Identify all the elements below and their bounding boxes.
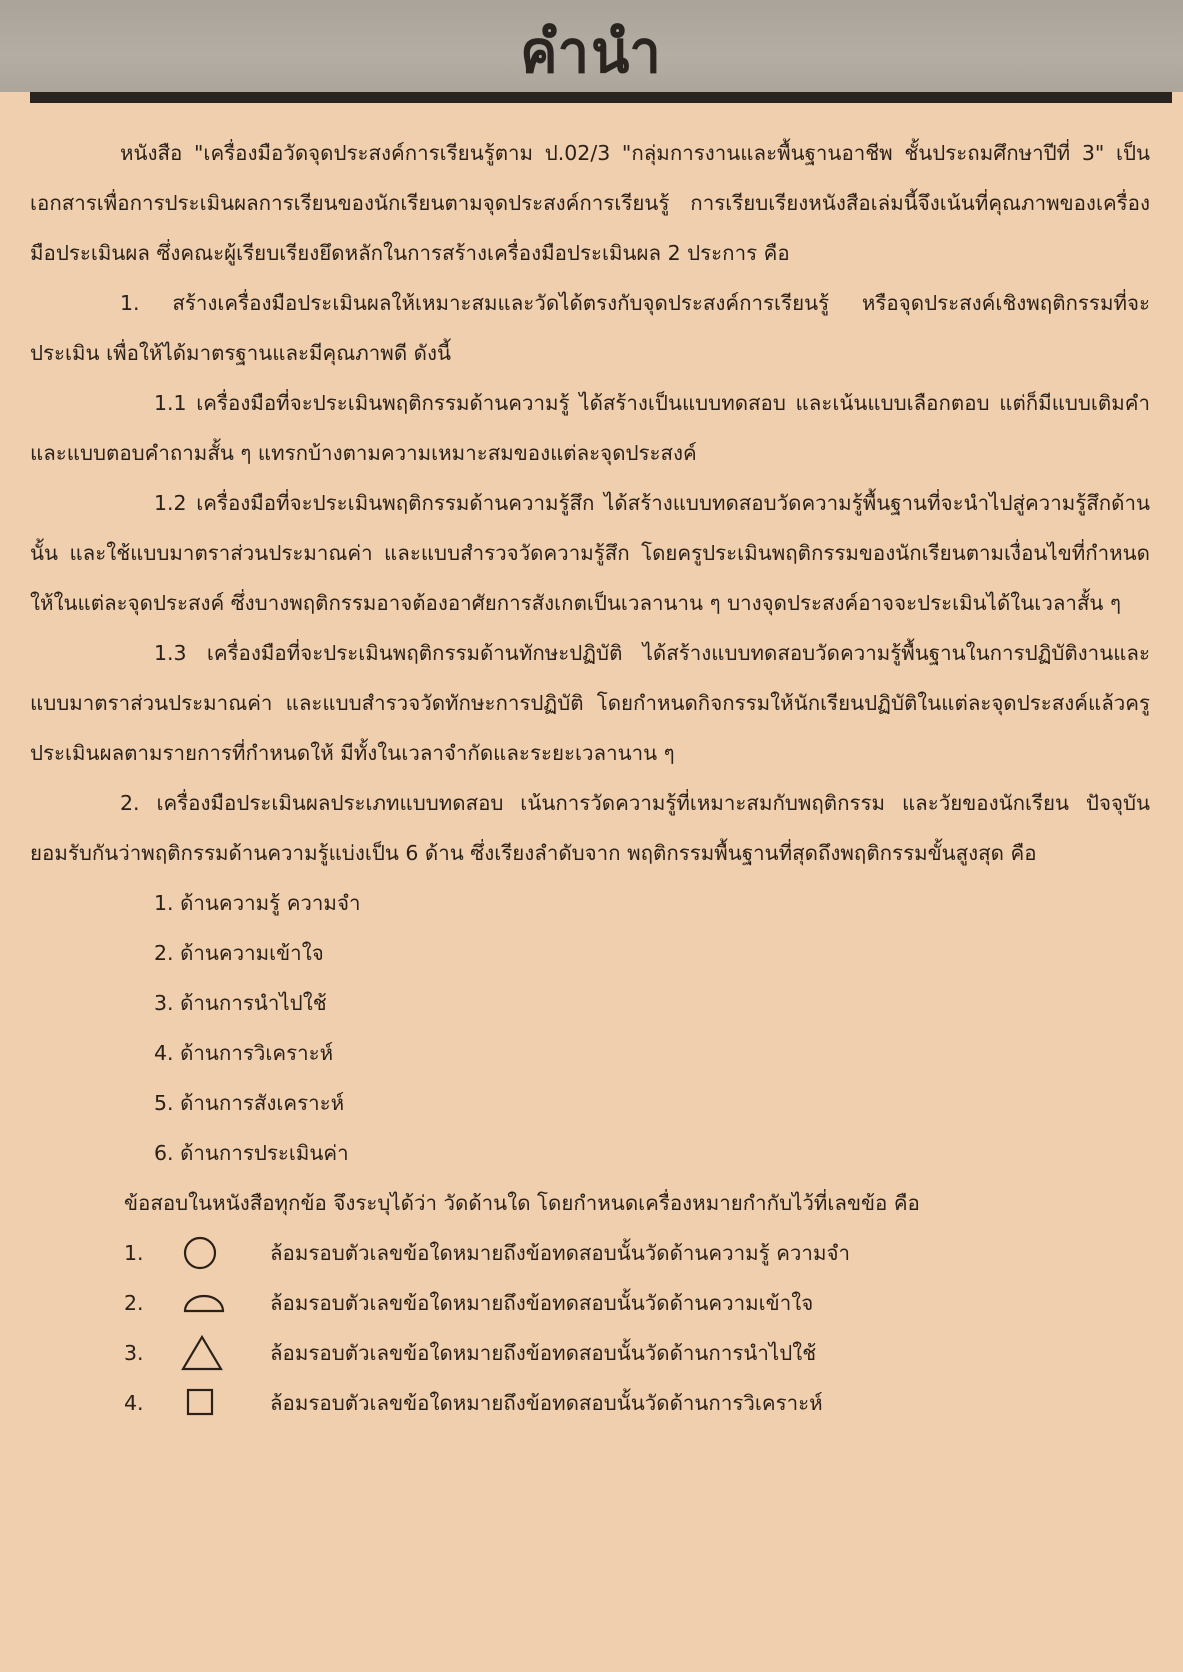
page-title: คำนำ <box>520 18 663 87</box>
symbol-number: 3. <box>124 1341 144 1365</box>
symbol-description: ล้อมรอบตัวเลขข้อใดหมายถึงข้อทดสอบนั้นวัดด้านความเข้าใจ <box>270 1291 814 1315</box>
list-item: 4. ด้านการวิเคราะห์ <box>154 1041 334 1065</box>
principle-1-paragraph: 1. สร้างเครื่องมือประเมินผลให้เหมาะสมและวัดได้ตรงกับจุดประสงค์การเรียนรู้ หรือจุดประสงค์เชิงพฤติกรรมที่จะประเมิน เพื่อให้ได้มาตรฐานและมีคุณภาพดี ดังนี้ <box>30 291 1150 365</box>
list-item: 6. ด้านการประเมินค่า <box>154 1141 349 1165</box>
symbol-intro: ข้อสอบในหนังสือทุกข้อ จึงระบุได้ว่า วัดด้านใด โดยกำหนดเครื่องหมายกำกับไว้ที่เลขข้อ คือ <box>124 1191 920 1215</box>
list-item: 5. ด้านการสังเคราะห์ <box>154 1091 345 1115</box>
semicircle-icon <box>180 1283 270 1323</box>
principle-1-1-paragraph: 1.1 เครื่องมือที่จะประเมินพฤติกรรมด้านความรู้ ได้สร้างเป็นแบบทดสอบ และเน้นแบบเลือกตอบ แต่ก็มีแบบเติมคำและแบบตอบคำถามสั้น ๆ แทรกบ้างตามความเหมาะสมของแต่ละจุดประสงค์ <box>30 391 1150 465</box>
principle-1-2-paragraph: 1.2 เครื่องมือที่จะประเมินพฤติกรรมด้านความรู้สึก ได้สร้างแบบทดสอบวัดความรู้พื้นฐานที่จะนำไปสู่ความรู้สึกด้านนั้น และใช้แบบมาตราส่วนประมาณค่า และแบบสำรวจวัดความรู้สึก โดยครูประเมินพฤติกรรมของนักเรียนตามเงื่อนไขที่กำหนดให้ในแต่ละจุดประสงค์ ซึ่งบางพฤติกรรมอาจต้องอาศัยการสังเกตเป็นเวลานาน ๆ บางจุดประสงค์อาจจะประเมินได้ในเวลาสั้น ๆ <box>30 491 1150 615</box>
document-body <box>30 128 1150 1428</box>
symbol-number: 1. <box>124 1241 144 1265</box>
header-rule <box>30 92 1172 103</box>
levels-list <box>30 878 1150 1178</box>
list-item: 2. ด้านความเข้าใจ <box>154 941 324 965</box>
list-item: 1. ด้านความรู้ ความจำ <box>154 891 361 915</box>
principle-1-3-paragraph: 1.3 เครื่องมือที่จะประเมินพฤติกรรมด้านทักษะปฏิบัติ ได้สร้างแบบทดสอบวัดความรู้พื้นฐานในการปฏิบัติงานและแบบมาตราส่วนประมาณค่า และแบบสำรวจวัดทักษะการปฏิบัติ โดยกำหนดกิจกรรมให้นักเรียนปฏิบัติในแต่ละจุดประสงค์แล้วครูประเมินผลตามรายการที่กำหนดให้ มีทั้งในเวลาจำกัดและระยะเวลานาน ๆ <box>30 641 1150 765</box>
square-icon <box>180 1383 270 1423</box>
intro-paragraph: หนังสือ "เครื่องมือวัดจุดประสงค์การเรียนรู้ตาม ป.02/3 "กลุ่มการงานและพื้นฐานอาชีพ ชั้นประถมศึกษาปีที่ 3" เป็นเอกสารเพื่อการประเมินผลการเรียนของนักเรียนตามจุดประสงค์การเรียนรู้ การเรียบเรียงหนังสือเล่มนี้จึงเน้นที่คุณภาพของเครื่องมือประเมินผล ซึ่งคณะผู้เรียบเรียงยึดหลักในการสร้างเครื่องมือประเมินผล 2 ประการ คือ <box>30 141 1150 265</box>
symbol-number: 2. <box>124 1291 144 1315</box>
circle-icon <box>180 1233 270 1273</box>
symbol-description: ล้อมรอบตัวเลขข้อใดหมายถึงข้อทดสอบนั้นวัดด้านการวิเคราะห์ <box>270 1391 823 1415</box>
principle-2-paragraph: 2. เครื่องมือประเมินผลประเภทแบบทดสอบ เน้นการวัดความรู้ที่เหมาะสมกับพฤติกรรม และวัยของนักเรียน ปัจจุบันยอมรับกันว่าพฤติกรรมด้านความรู้แบ่งเป็น 6 ด้าน ซึ่งเรียงลำดับจาก พฤติกรรมพื้นฐานที่สุดถึงพฤติกรรมขั้นสูงสุด คือ <box>30 791 1150 865</box>
list-item: 3. ด้านการนำไปใช้ <box>154 991 327 1015</box>
symbol-description: ล้อมรอบตัวเลขข้อใดหมายถึงข้อทดสอบนั้นวัดด้านความรู้ ความจำ <box>270 1241 850 1265</box>
symbol-legend <box>30 1228 1150 1428</box>
list-item <box>30 1378 1150 1428</box>
symbol-number: 4. <box>124 1391 144 1415</box>
list-item <box>30 1328 1150 1378</box>
triangle-icon <box>180 1333 270 1373</box>
symbol-description: ล้อมรอบตัวเลขข้อใดหมายถึงข้อทดสอบนั้นวัดด้านการนำไปใช้ <box>270 1341 817 1365</box>
list-item <box>30 1228 1150 1278</box>
list-item <box>30 1278 1150 1328</box>
